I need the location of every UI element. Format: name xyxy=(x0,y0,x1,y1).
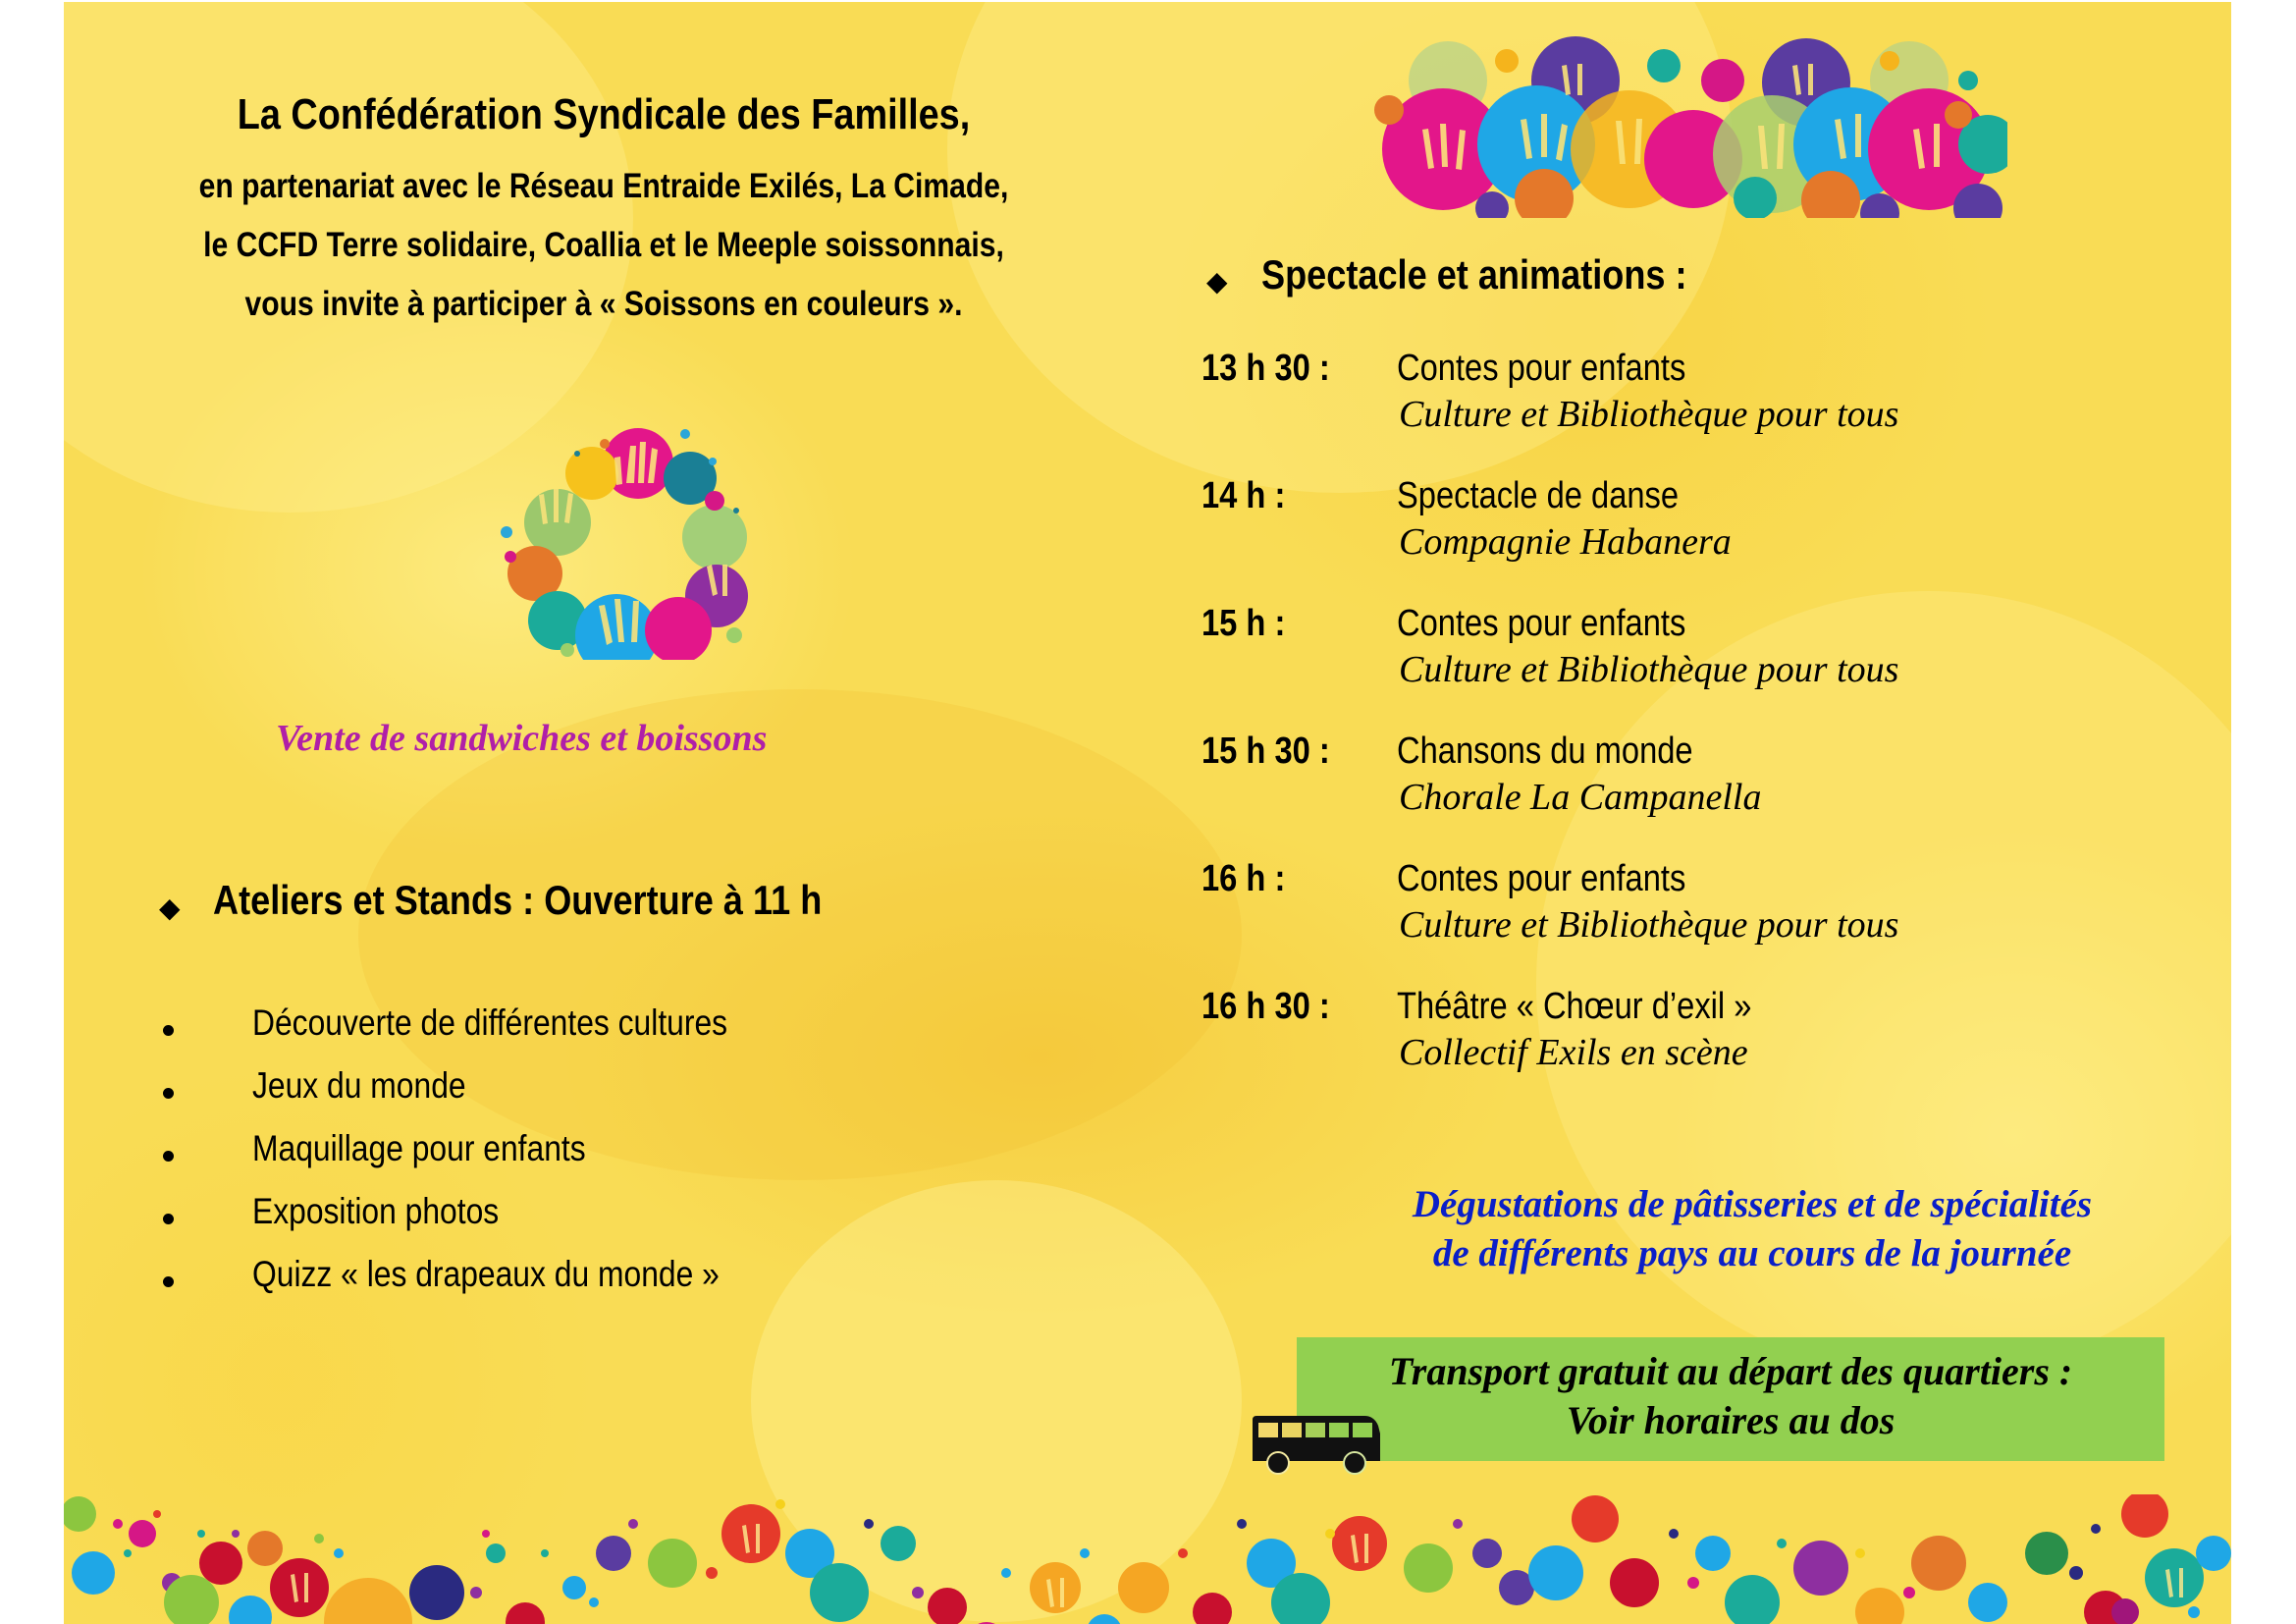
intro-line: vous invite à participer à « Soissons en couleurs ». xyxy=(244,285,963,323)
transport-text xyxy=(1297,1347,2164,1445)
hands-banner-image xyxy=(1369,22,2007,218)
tasting-notice xyxy=(1310,1180,2194,1278)
transport-line: Transport gratuit au départ des quartiers : xyxy=(1388,1349,2073,1393)
list-item: Quizz « les drapeaux du monde » xyxy=(252,1254,720,1294)
schedule-time: 13 h 30 : xyxy=(1201,348,1330,389)
transport-line: Voir horaires au dos xyxy=(1566,1398,1896,1442)
list-item: Jeux du monde xyxy=(252,1065,466,1106)
schedule-time: 15 h 30 : xyxy=(1201,731,1330,772)
intro-line: le CCFD Terre solidaire, Coallia et le Meeple soissonnais, xyxy=(203,226,1004,264)
schedule-event: Chansons du monde xyxy=(1397,731,1693,772)
bus-icon xyxy=(1249,1414,1384,1475)
schedule-performer: Collectif Exils en scène xyxy=(1399,1032,1748,1073)
organization-title: La Confédération Syndicale des Familles, xyxy=(237,90,971,138)
schedule-event: Contes pour enfants xyxy=(1397,603,1686,644)
list-item: Découverte de différentes cultures xyxy=(252,1002,728,1043)
schedule-performer: Compagnie Habanera xyxy=(1399,521,1732,563)
schedule-performer: Culture et Bibliothèque pour tous xyxy=(1399,394,1899,435)
schedule-time: 16 h : xyxy=(1201,858,1286,899)
schedule-event: Contes pour enfants xyxy=(1397,858,1686,899)
ateliers-heading: Ateliers et Stands : Ouverture à 11 h xyxy=(213,877,823,923)
hands-circle-logo xyxy=(489,414,764,660)
schedule-event: Contes pour enfants xyxy=(1397,348,1686,389)
tasting-line: de différents pays au cours de la journée xyxy=(1432,1232,2072,1274)
background-shape xyxy=(358,689,1242,1180)
schedule-time: 15 h : xyxy=(1201,603,1286,644)
flyer-page xyxy=(64,2,2231,1624)
schedule-event: Théâtre « Chœur d’exil » xyxy=(1397,986,1752,1027)
transport-banner xyxy=(1297,1337,2164,1461)
schedule-time: 16 h 30 : xyxy=(1201,986,1330,1027)
intro-block xyxy=(64,2,1144,336)
bullet-icon xyxy=(163,1088,174,1099)
bullet-icon xyxy=(163,1151,174,1162)
schedule-performer: Chorale La Campanella xyxy=(1399,777,1762,818)
list-item: Maquillage pour enfants xyxy=(252,1128,586,1168)
schedule-time: 14 h : xyxy=(1201,475,1286,516)
diamond-bullet-icon: ◆ xyxy=(159,893,181,923)
bullet-icon xyxy=(163,1214,174,1224)
tasting-line: Dégustations de pâtisseries et de spécialités xyxy=(1412,1183,2093,1225)
food-sale-notice: Vente de sandwiches et boissons xyxy=(276,718,768,759)
diamond-bullet-icon: ◆ xyxy=(1206,266,1228,297)
bullet-icon xyxy=(163,1025,174,1036)
schedule-event: Spectacle de danse xyxy=(1397,475,1680,516)
hands-border-decoration xyxy=(64,1494,2231,1624)
schedule-performer: Culture et Bibliothèque pour tous xyxy=(1399,649,1899,690)
list-item: Exposition photos xyxy=(252,1191,500,1231)
schedule-performer: Culture et Bibliothèque pour tous xyxy=(1399,904,1899,946)
spectacle-heading: Spectacle et animations : xyxy=(1261,251,1687,298)
intro-line: en partenariat avec le Réseau Entraide Exilés, La Cimade, xyxy=(198,167,1009,205)
bullet-icon xyxy=(163,1276,174,1287)
